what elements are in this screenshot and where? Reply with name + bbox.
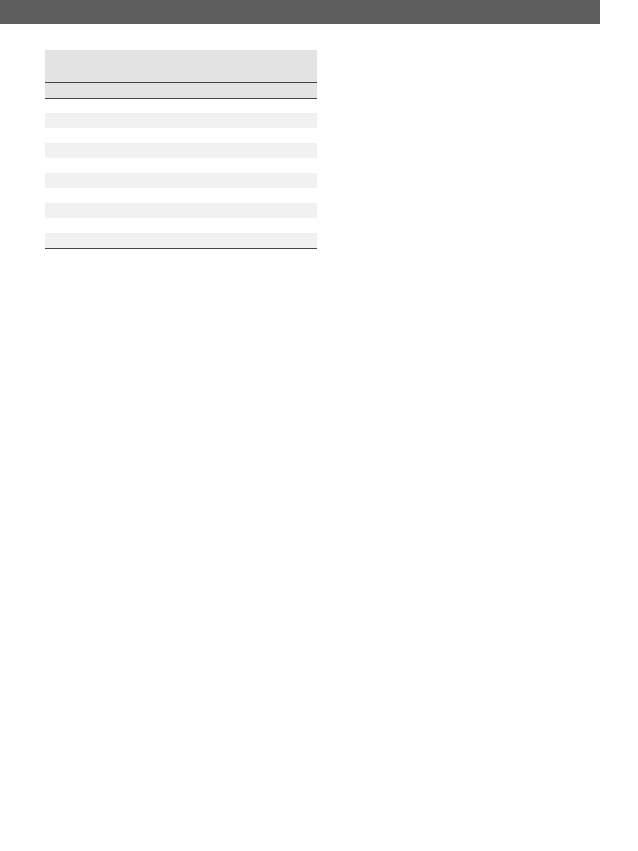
table-row — [45, 158, 317, 173]
table-row — [45, 218, 317, 233]
download-notice — [612, 30, 632, 820]
table-row — [45, 188, 317, 203]
table-section-heading — [45, 83, 317, 98]
table-rule — [45, 248, 317, 249]
table-row — [45, 173, 317, 188]
table-row — [45, 113, 317, 128]
table-row — [45, 143, 317, 158]
section-banner — [0, 0, 600, 24]
table-row — [45, 233, 317, 248]
table-caption — [45, 50, 317, 82]
table-row — [45, 128, 317, 143]
table-header-row — [45, 98, 317, 113]
table-row — [45, 203, 317, 218]
